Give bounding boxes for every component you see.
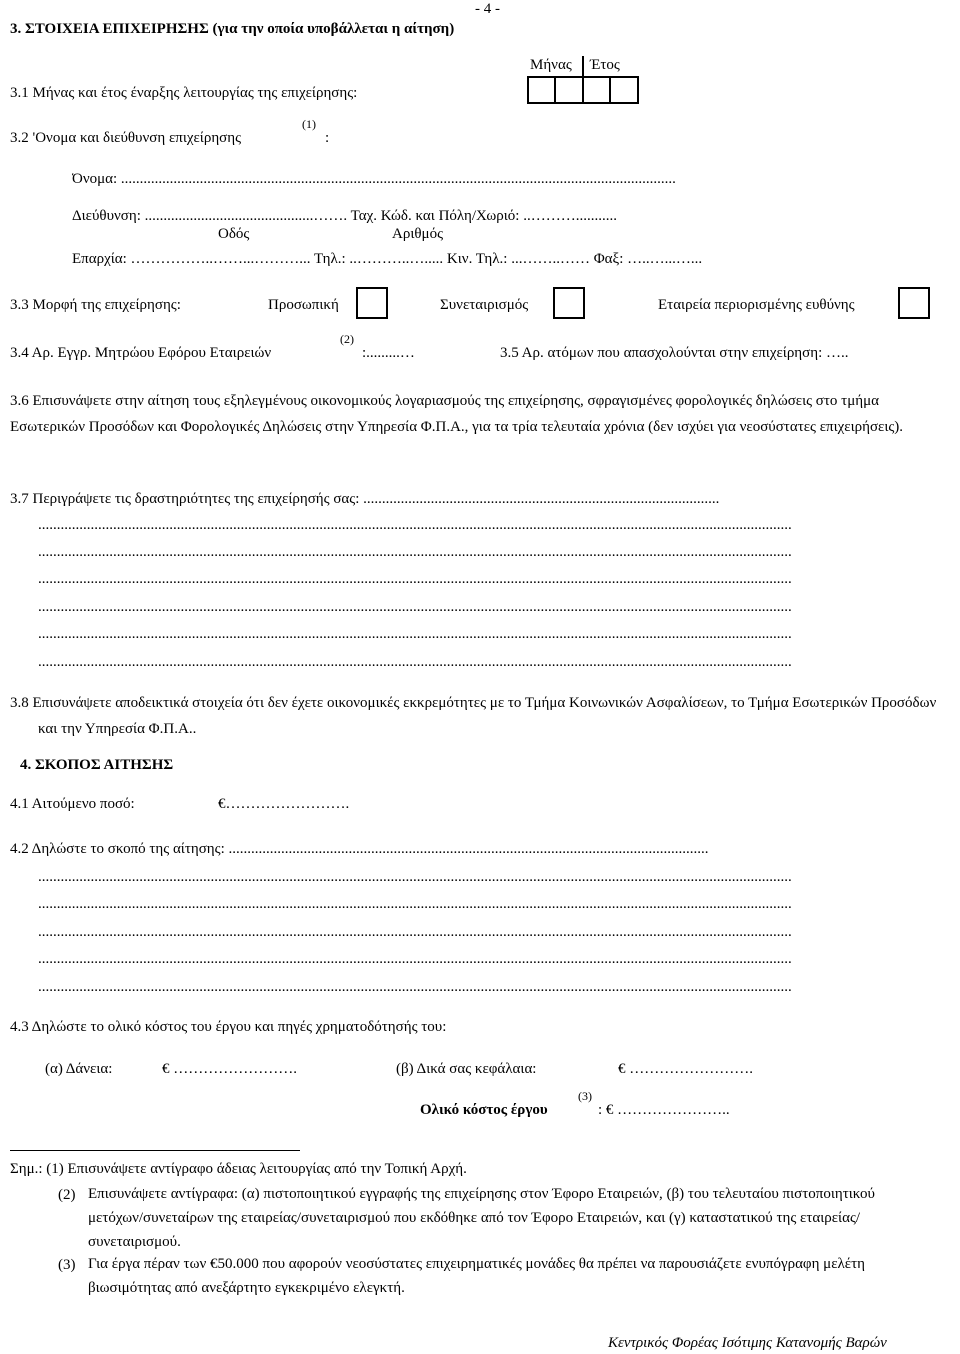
activities-line-4[interactable]: ......................................................................................................................................................................................................... [38, 599, 792, 615]
activities-line-2[interactable]: ......................................................................................................................................................................................................... [38, 544, 792, 560]
activities-line-5[interactable]: ......................................................................................................................................................................................................... [38, 626, 792, 642]
option-personal-checkbox[interactable] [356, 287, 388, 319]
business-name-field[interactable]: Όνομα: .................................................................................................................................................... [72, 171, 676, 187]
purpose-line-4[interactable]: ......................................................................................................................................................................................................... [38, 951, 792, 967]
address-field[interactable]: Διεύθυνση: .............................................……. Ταχ. Κώδ. και Πόλη/Χωριό: ..………........... [72, 208, 617, 224]
total-cost-field[interactable]: : € ………………….. [598, 1102, 730, 1118]
option-personal-label: Προσωπική [268, 297, 339, 313]
note-2-marker: (2) [58, 1187, 76, 1203]
section-3-title: 3. ΣΤΟΙΧΕΙΑ ΕΠΙΧΕΙΡΗΣΗΣ (για την οποία υποβάλλεται η αίτηση) [10, 21, 455, 37]
month-label: Μήνας [530, 57, 572, 73]
year-digit-2[interactable] [609, 76, 639, 104]
year-label: Έτος [590, 57, 620, 73]
q37-label: 3.7 Περιγράψετε τις δραστηριότητες της επιχείρησής σας: ............................................................................................... [10, 491, 720, 507]
note-2: Επισυνάψετε αντίγραφα: (α) πιστοποιητικού εγγραφής της επιχείρησης στον Έφορο Εταιρειών, (β) του τελευταίου πιστοποιητικού μετόχων/συνεταίρων της εταιρείας/συνεταιρισμού που εκδόθηκε από τον Έφορο Εταιρειών, και (γ) καταστατικού της εταιρείας/συνεταιρισμού. [88, 1186, 875, 1250]
q41-label: 4.1 Αιτούμενο ποσό: [10, 796, 135, 812]
option-coop-checkbox[interactable] [553, 287, 585, 319]
q42-label: 4.2 Δηλώστε το σκοπό της αίτησης: ................................................................................................................................ [10, 841, 709, 857]
contact-line-field[interactable]: Επαρχία: ……………..……...………... Τηλ.: ..………..…..... Κιν. Τηλ.: ...……..…… Φαξ: …..…...…... [72, 251, 703, 267]
activities-line-6[interactable]: ......................................................................................................................................................................................................... [38, 654, 792, 670]
note-ref-1: (1) [302, 117, 316, 131]
q31-label: 3.1 Μήνας και έτος έναρξης λειτουργίας της επιχείρησης: [10, 85, 358, 101]
year-digit-1[interactable] [582, 76, 611, 104]
loans-label: (α) Δάνεια: [45, 1061, 113, 1077]
month-digit-2[interactable] [554, 76, 584, 104]
footer-org: Κεντρικός Φορέας Ισότιμης Κατανομής Βαρών [608, 1335, 887, 1351]
requested-amount-field[interactable]: €……………………. [218, 796, 350, 812]
month-year-divider [582, 56, 584, 76]
q33-label: 3.3 Μορφή της επιχείρησης: [10, 297, 181, 313]
q36-text: 3.6 Επισυνάψετε στην αίτηση τους εξηλεγμένους οικονομικούς λογαριασμούς της επιχείρησης, σφραγισμένες φορολογικές δηλώσεις στο τμήμα Εσωτερικών Προσόδων και Φορολογικές Δηλώσεις στην Υπηρεσία Φ.Π.Α., για τα τρία τελευταία χρόνια (δεν ισχύει για νεοσύστατες επιχειρήσεις). [10, 393, 904, 435]
option-ltd-checkbox[interactable] [898, 287, 930, 319]
activities-line-3[interactable]: ......................................................................................................................................................................................................... [38, 571, 792, 587]
loans-amount-field[interactable]: € ……………………. [162, 1061, 297, 1077]
option-ltd-label: Εταιρεία περιορισμένης ευθύνης [658, 297, 855, 313]
registration-number-field[interactable]: :.........… [362, 345, 415, 361]
note-ref-3: (3) [578, 1089, 592, 1103]
page-number: - 4 - [475, 1, 500, 17]
number-caption: Αριθμός [392, 226, 444, 242]
note-1: Σημ.: (1) Επισυνάψετε αντίγραφο άδειας λειτουργίας από την Τοπική Αρχή. [10, 1161, 467, 1177]
q38-text: 3.8 Επισυνάψετε αποδεικτικά στοιχεία ότι δεν έχετε οικονομικές εκκρεμότητες με το Τμήμα Κοινωνικών Ασφαλίσεων, το Τμήμα Εσωτερικών Προσόδων και την Υπηρεσία Φ.Π.Α.. [10, 695, 937, 737]
total-cost-label: Ολικό κόστος έργου [420, 1102, 548, 1118]
note-ref-2: (2) [340, 332, 354, 346]
q32-colon: : [325, 130, 330, 146]
purpose-line-3[interactable]: ......................................................................................................................................................................................................... [38, 924, 792, 940]
option-coop-label: Συνεταιρισμός [440, 297, 529, 313]
q43-label: 4.3 Δηλώστε το ολικό κόστος του έργου και πηγές χρηματοδότησής του: [10, 1019, 447, 1035]
street-caption: Οδός [218, 226, 250, 242]
activities-line-1[interactable]: ......................................................................................................................................................................................................... [38, 517, 792, 533]
footnote-separator [10, 1150, 300, 1151]
note-3: Για έργα πέραν των €50.000 που αφορούν νεοσύστατες επιχειρηματικές μονάδες θα πρέπει να παρουσιάζετε ενυπόγραφη μελέτη βιωσιμότητας από ανεξάρτητο εγκεκριμένο ελεγκτή. [88, 1256, 865, 1296]
section-4-title: 4. ΣΚΟΠΟΣ ΑΙΤΗΣΗΣ [20, 757, 174, 773]
purpose-line-2[interactable]: ......................................................................................................................................................................................................... [38, 896, 792, 912]
own-funds-label: (β) Δικά σας κεφάλαια: [396, 1061, 537, 1077]
purpose-line-5[interactable]: ......................................................................................................................................................................................................... [38, 979, 792, 995]
q34-label: 3.4 Αρ. Εγγρ. Μητρώου Εφόρου Εταιρειών [10, 345, 272, 361]
note-3-marker: (3) [58, 1257, 76, 1273]
own-funds-amount-field[interactable]: € ……………………. [618, 1061, 753, 1077]
q35-label: 3.5 Αρ. ατόμων που απασχολούνται στην επιχείρηση: ….. [500, 345, 849, 361]
q32-label: 3.2 'Ονομα και διεύθυνση επιχείρησης [10, 130, 242, 146]
month-digit-1[interactable] [527, 76, 556, 104]
purpose-line-1[interactable]: ......................................................................................................................................................................................................... [38, 869, 792, 885]
